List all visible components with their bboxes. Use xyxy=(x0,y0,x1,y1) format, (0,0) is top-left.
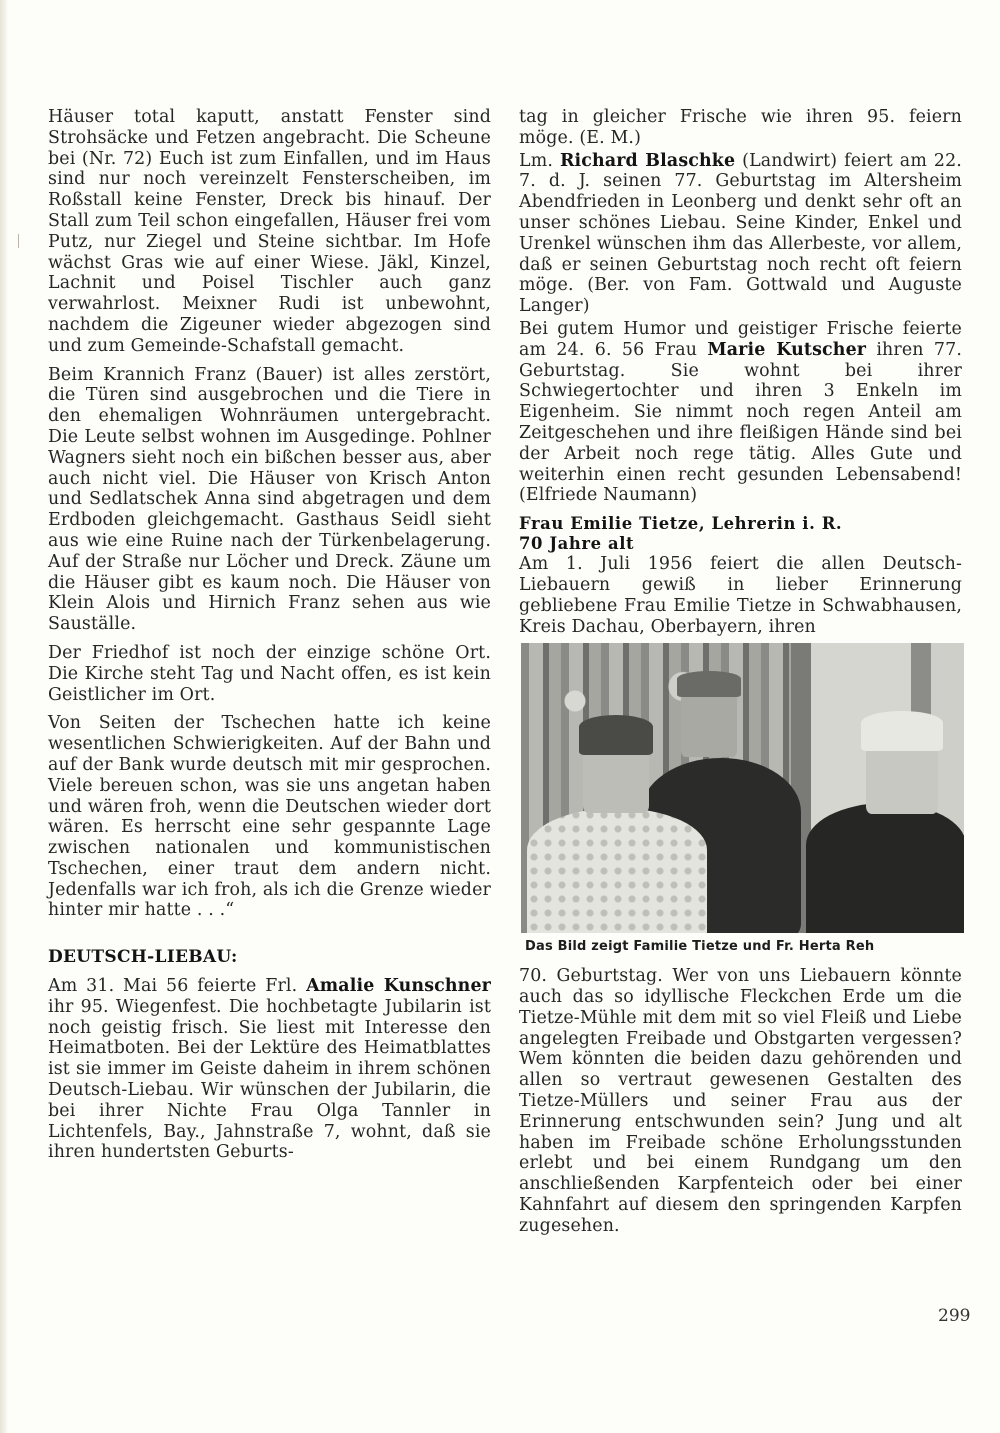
name-marie-kutscher: Marie Kutscher xyxy=(707,339,867,360)
article-heading-emilie-tietze: Frau Emilie Tietze, Lehrerin i. R. 70 Jahre alt xyxy=(519,514,843,554)
paragraph-marie-kutscher: Bei gutem Humor und geistiger Frische feierte am 24. 6. 56 Frau Marie Kutscher ihren 77. Geburtstag. Sie wohnt bei ihrer Schwiegertochter und ihren 3 Enkeln im Eigenheim. Sie nimmt noch regen Anteil am Zeitgeschehen und ihre fleißigen Hände sind bei der Arbeit noch rege tätig. Alles Gute und weiterhin einen recht gesunden Lebensabend! (Elfriede Naumann) xyxy=(519,318,963,506)
name-amalie-kunschner: Amalie Kunschner xyxy=(306,976,491,997)
paragraph-richard-blaschke: Lm. Richard Blaschke (Landwirt) feiert am 22. 7. d. J. seinen 77. Geburtstag im Altersheim Abendfrieden in Leonberg und denkt sehr oft an unser schönes Liebau. Seine Kinder, Enkel und Urenkel wünschen ihm das Allerbeste, vor allem, daß er seinen Geburtstag noch recht oft feiern möge. (Ber. von Fam. Gottwald und Auguste Langer) xyxy=(519,150,962,317)
left-column xyxy=(48,107,491,1163)
photo-woman-left xyxy=(527,808,707,933)
name-richard-blaschke: Richard Blaschke xyxy=(559,150,736,171)
margin-mark xyxy=(18,234,19,248)
photo-caption: Das Bild zeigt Familie Tietze und Fr. Herta Reh xyxy=(525,939,875,955)
page-number: 299 xyxy=(938,1306,971,1326)
page-edge xyxy=(0,0,8,1433)
section-heading-deutsch-liebau: DEUTSCH-LIEBAU: xyxy=(48,947,238,968)
paragraph-krannich-franz: Beim Krannich Franz (Bauer) ist alles zerstört, die Türen sind ausgebrochen und die Tiere in den ehemaligen Wohnräumen untergebracht. Die Leute selbst wohnen im Ausgedinge. Pohlner Wagners sieht noch ein bißchen besser aus, aber auch nicht viel. Die Häuser von Krisch Anton und Sedlatschek Anna sind abgetragen und dem Erdboden gleichgemacht. Gasthaus Seidl sieht aus wie eine Ruine nach der Türkenbelagerung. Auf der Straße nur Löcher und Dreck. Zäune um die Häuser gibt es kaum noch. Die Häuser von Klein Alois und Hirnich Franz sehen aus wie Sauställe. xyxy=(48,364,491,635)
paragraph-amalie-kunschner: Am 31. Mai 56 feierte Frl. Amalie Kunschner ihr 95. Wiegenfest. Die hochbetagte Jubilarin ist noch geistig frisch. Sie liest mit Interesse den Heimatboten. Bei der Lektüre des Heimatblattes ist sie immer im Geiste daheim in ihrem schönen Deutsch-Liebau. Wir wünschen der Jubilarin, die bei ihrer Nichte Frau Olga Tannler in Lichtenfels, Bay., Jahnstraße 7, wohnt, daß sie ihren hundertsten Geburts- xyxy=(48,976,491,1163)
paragraph-continuation: tag in gleicher Frische wie ihren 95. feiern möge. (E. M.) xyxy=(519,107,962,148)
family-photo xyxy=(521,643,964,933)
photo-woman-right xyxy=(806,803,964,933)
paragraph-friedhof: Der Friedhof ist noch der einzige schöne Ort. Die Kirche steht Tag und Nacht offen, es ist kein Geistlicher im Ort. xyxy=(48,642,491,705)
paragraph-tschechen: Von Seiten der Tschechen hatte ich keine wesentlichen Schwierigkeiten. Auf der Bahn und auf der Bank wurde deutsch mit mir gesprochen. Viele bereuen schon, was sie uns angetan haben und wären froh, wenn die Deutschen wieder dort wären. Es herrscht eine sehr gespannte Lage zwischen nationalen und kommunistischen Tschechen, einer traut dem andern nicht. Jedenfalls war ich froh, als ich die Grenze wieder hinter mir hatte . . .“ xyxy=(48,713,491,921)
paragraph-emilie-tietze-intro: Am 1. Juli 1956 feiert die allen Deutsch-Liebauern gewiß in lieber Erinnerung gebliebene Frau Emilie Tietze in Schwabhausen, Kreis Dachau, Oberbayern, ihren xyxy=(519,554,962,637)
paragraph-tietze-muehle: 70. Geburtstag. Wer von uns Liebauern könnte auch das so idyllische Fleckchen Erde um die Tietze-Mühle mit dem mit so viel Fleiß und Liebe angelegten Freibade und Obstgarten vergessen? Wem könnten die beiden dazu gehörenden und allen so vertraut gewesenen Gestalten des Tietze-Müllers und seiner Frau aus der Erinnerung entschwunden sein? Jung und alt haben im Freibade schöne Erholungsstunden erlebt und bei einem Rundgang um den anschließenden Karpfenteich oder bei einer Kahnfahrt auf diesem den springenden Karpfen zugesehen. xyxy=(519,966,962,1236)
paragraph-village-ruins: Häuser total kaputt, anstatt Fenster sind Strohsäcke und Fetzen angebracht. Die Scheune bei (Nr. 72) Euch ist zum Einfallen, und im Haus sind nur noch vereinzelt Fensterscheiben, im Roßstall keine Fenster, Dreck bis hinauf. Der Stall zum Teil schon eingefallen, Häuser frei vom Putz, nur Ziegel und Steine sichtbar. Im Hofe wächst Gras wie auf einer Wiese. Jäkl, Kinzel, Lachnit und Poisel Tischler auch ganz verwahrlost. Meixner Rudi ist unbewohnt, nachdem die Zigeuner wieder abgezogen sind und zum Gemeinde-Schafstall gemacht. xyxy=(48,107,491,356)
right-column xyxy=(519,107,962,1236)
